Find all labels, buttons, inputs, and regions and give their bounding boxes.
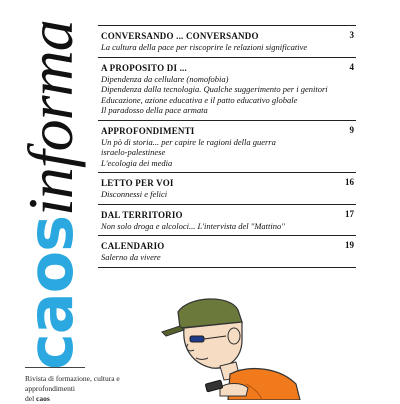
toc-entry: Dipendenza da cellulare (nomofobia) bbox=[101, 73, 229, 84]
toc-entry: L'ecologia dei media bbox=[101, 157, 173, 168]
toc-entry: Un pò di storia... per capire le ragioni della guerra bbox=[101, 136, 276, 147]
imprint-divider bbox=[25, 367, 85, 368]
toc-section bbox=[98, 120, 356, 173]
toc-section bbox=[98, 235, 356, 267]
toc-section-title: LETTO PER VOI bbox=[101, 178, 174, 188]
imprint-line: del caos bbox=[25, 394, 50, 403]
toc-page-number: 17 bbox=[345, 208, 354, 219]
toc-page-number: 19 bbox=[345, 240, 354, 250]
imprint-line: Rivista di formazione, cultura e bbox=[25, 374, 120, 383]
toc-section bbox=[98, 57, 356, 120]
toc-section-title: CALENDARIO bbox=[101, 241, 165, 251]
toc-entry: israelo-palestinese bbox=[101, 147, 166, 157]
toc-section bbox=[98, 204, 356, 236]
toc-entry: Dipendenza dalla tecnologia. Qualche suggerimento per i genitori bbox=[101, 84, 328, 94]
toc-section bbox=[98, 172, 356, 204]
toc-entry: La cultura della pace per riscoprire le relazioni significative bbox=[101, 42, 308, 52]
masthead-informa: informa bbox=[15, 20, 86, 216]
toc-entry: Il paradosso della pace armata bbox=[101, 105, 208, 115]
toc-page-number: 9 bbox=[349, 124, 354, 135]
phone-user-illustration bbox=[150, 288, 310, 400]
toc-section-title: DAL TERRITORIO bbox=[101, 209, 183, 220]
toc-entry: Educazione, azione educativa e il patto educativo globale bbox=[101, 94, 298, 105]
toc-section bbox=[98, 25, 356, 57]
toc-entry: Salerno da vivere bbox=[101, 252, 161, 262]
toc-section-title: APPROFONDIMENTI bbox=[101, 125, 195, 136]
toc-section-title: A PROPOSITO DI ... bbox=[101, 62, 187, 73]
table-of-contents bbox=[98, 25, 356, 268]
masthead-caos: caos bbox=[14, 215, 87, 370]
masthead-title bbox=[12, 20, 90, 370]
toc-page-number: 3 bbox=[349, 30, 354, 40]
toc-entry: Disconnessi e felici bbox=[101, 189, 168, 199]
imprint-line: approfondimenti bbox=[25, 384, 75, 393]
toc-section-title: CONVERSANDO ... CONVERSANDO bbox=[101, 31, 259, 41]
toc-bottom-rule bbox=[98, 267, 356, 268]
toc-page-number: 4 bbox=[349, 61, 354, 72]
toc-entry: Non solo droga e alcoloci... L'intervista del "Mattino" bbox=[101, 220, 285, 231]
toc-page-number: 16 bbox=[345, 177, 354, 187]
masthead bbox=[0, 0, 92, 370]
